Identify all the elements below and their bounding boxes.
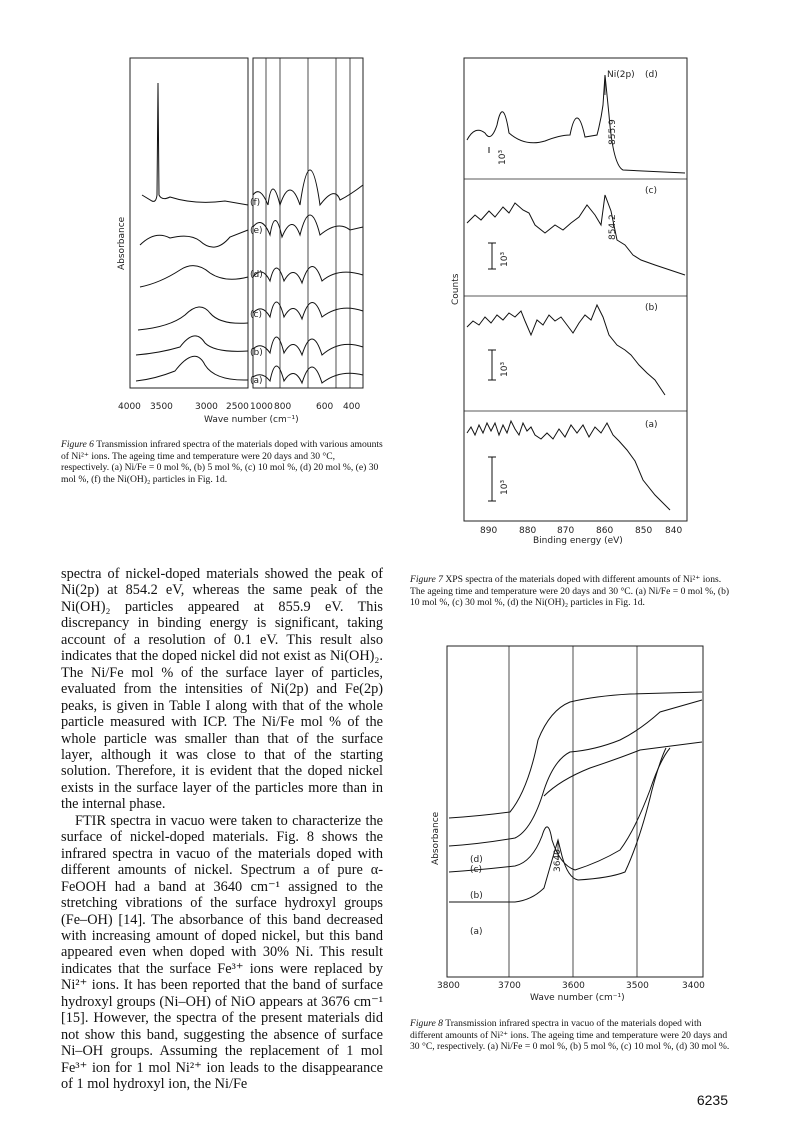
figure-8-curve-c	[449, 700, 702, 846]
figure-7-frame	[464, 58, 687, 521]
figure-6-tick-600: 600	[316, 402, 334, 412]
figure-6-curve-d	[140, 266, 248, 287]
figure-6-tick-400: 400	[343, 402, 361, 412]
figure-8-tick-3700: 3700	[498, 981, 521, 991]
figure-8-xlabel: Wave number (cm⁻¹)	[530, 993, 625, 1003]
figure-6-tick-4000: 4000	[118, 402, 141, 412]
figure-7-caption	[410, 574, 730, 609]
figure-7-tick-880: 880	[519, 526, 537, 536]
figure-8-band: 3640	[553, 849, 563, 872]
figure-8-curve-a	[449, 748, 666, 902]
figure-8-label-a: (a)	[470, 927, 483, 937]
figure-6-curve-c	[138, 307, 248, 330]
figure-7-tick-870: 870	[557, 526, 575, 536]
figure-6-curve-f	[142, 83, 248, 205]
figure-6-curve-a	[136, 356, 248, 381]
figure-7-caption-label: Figure 7	[410, 574, 443, 585]
figure-7-scale-d: 10³	[498, 149, 508, 165]
figure-6-label-c: (c)	[250, 310, 262, 320]
body-paragraph-1: spectra of nickel-doped materials showed the peak of Ni(2p) at 854.2 eV, whereas the same peak of the Ni(OH)₂ particles appeared at 855.9 eV. This discrepancy in binding energy is significant, taking account of a resolution of 0.1 eV. This result also indicates that the doped nickel did not exist as Ni(OH)₂. The Ni/Fe mol % of the surface layer of particles, evaluated from the intensities of Ni(2p) and Fe(2p) peaks, is given in Table I along with that of the whole particle measured with ICP. The Ni/Fe mol % of the whole particle was smaller than that of the surface layer, although it was close to that of the starting solution. Therefore, it is evident that the doped nickel exists in the surface layer of the particles more than in the internal phase.	[61, 566, 383, 813]
figure-7-tick-850: 850	[635, 526, 653, 536]
figure-6-ylabel: Absorbance	[117, 216, 127, 270]
figure-7-label-a: (a)	[645, 420, 658, 430]
figure-6-tick-2500: 2500	[226, 402, 249, 412]
figure-6-label-b: (b)	[250, 348, 263, 358]
figure-8-label-d: (d)	[470, 855, 483, 865]
figure-7-tick-840: 840	[665, 526, 683, 536]
figure-8-chart	[420, 640, 720, 1010]
figure-8-tick-3500: 3500	[626, 981, 649, 991]
figure-7-xlabel: Binding energy (eV)	[533, 536, 623, 546]
figure-8-curve-b-upper	[544, 742, 702, 796]
figure-7-tick-860: 860	[596, 526, 614, 536]
figure-8-caption-text: Transmission infrared spectra in vacuo of the materials doped with different amounts of Ni²⁺ ions. The ageing time and temperature were 20 days and 30 °C, respectively. (a) Ni/Fe = 0 mol %, (b) 5 mol %, (c) 10 mol %, (d) 30 mol %.	[410, 1018, 730, 1053]
figure-7-ylabel: Counts	[451, 273, 461, 305]
figure-7-peak-c: 854.2	[608, 214, 618, 240]
figure-6-label-f: (f)	[250, 198, 261, 208]
figure-6-tick-1000: 1000	[250, 402, 273, 412]
figure-8-label-b: (b)	[470, 891, 483, 901]
figure-7-peak-name: Ni(2p)	[607, 70, 635, 80]
figure-6-label-a: (a)	[250, 376, 263, 386]
figure-7-curve-b	[467, 305, 665, 395]
figure-7-curves	[467, 75, 685, 510]
figure-8-tick-3600: 3600	[562, 981, 585, 991]
figure-6-label-e: (e)	[250, 226, 263, 236]
figure-7-peak-d: 855.9	[608, 119, 618, 145]
figure-7-label-c: (c)	[645, 186, 657, 196]
body-text	[61, 566, 383, 1093]
figure-6-caption-text: Transmission infrared spectra of the materials doped with various amounts of Ni²⁺ ions. The ageing time and temperature were 20 days and 30 °C, respectively. (a) Ni/Fe = 0 mol %, (b) 5 mol %, (c) 10 mol %, (d) 20 mol %, (e) 30 mol %, (f) the Ni(OH)₂ particles in Fig. 1d.	[61, 439, 383, 485]
figure-7-chart	[445, 55, 710, 555]
figure-6-caption	[61, 439, 383, 485]
figure-6-curve-e	[140, 230, 248, 247]
body-paragraph-2: FTIR spectra in vacuo were taken to characterize the surface of nickel-doped materials. Fig. 8 shows the infrared spectra in vacuo of the materials doped with different amounts of nickel. Spectrum a of pure α-FeOOH had a band at 3640 cm⁻¹ assigned to the stretching vibrations of the surface hydroxyl groups (Fe–OH) [14]. The absorbance of this band decreased with increasing amount of doped nickel, but this band appeared even when doped with 30% Ni. This result indicates that the surface Fe³⁺ ions were replaced by Ni²⁺ ions. It has been reported that the band of surface hydroxyl groups (Ni–OH) of NiO appears at 3676 cm⁻¹ [15]. However, the spectra of the present materials did not show this band, suggesting the absence of surface Ni–OH groups. Assuming the replacement of 1 mol Fe³⁺ ion for 1 mol Ni²⁺ ion leads to the disappearance of 1 mol hydroxyl ion, the Ni/Fe	[61, 812, 383, 1093]
figure-7-label-b: (b)	[645, 303, 658, 313]
figure-6-curve-b	[136, 336, 248, 355]
figure-8-frame	[447, 646, 703, 977]
page-number: 6235	[696, 1092, 728, 1108]
figure-7-scale-b: 10³	[500, 361, 510, 377]
figure-6-tick-3000: 3000	[195, 402, 218, 412]
figure-7-scale-c: 10³	[500, 251, 510, 267]
figure-8-ylabel: Absorbance	[431, 811, 441, 865]
figure-6-tick-3500: 3500	[150, 402, 173, 412]
figure-7-curve-a	[467, 421, 670, 510]
figure-6-caption-label: Figure 6	[61, 439, 94, 450]
figure-8-caption-label: Figure 8	[410, 1018, 443, 1029]
figure-8-caption	[410, 1018, 730, 1053]
figure-7-label-d: (d)	[645, 70, 658, 80]
figure-7-tick-890: 890	[480, 526, 498, 536]
figure-8-label-c: (c)	[470, 865, 482, 875]
figure-8-tick-3400: 3400	[682, 981, 705, 991]
figure-8-tick-3800: 3800	[437, 981, 460, 991]
figure-6-label-d: (d)	[250, 270, 263, 280]
figure-7-caption-text: XPS spectra of the materials doped with different amounts of Ni²⁺ ions. The ageing time and temperature were 20 days and 30 °C. (a) Ni/Fe = 0 mol %, (b) 10 mol %, (c) 30 mol %, (d) the Ni(OH)₂ particles in Fig. 1d.	[410, 574, 730, 609]
figure-8-curves	[449, 692, 702, 902]
figure-6-chart	[100, 55, 390, 430]
figure-6-tick-800: 800	[274, 402, 292, 412]
figure-6-xlabel: Wave number (cm⁻¹)	[204, 415, 299, 425]
figure-7-scale-a: 10³	[500, 479, 510, 495]
